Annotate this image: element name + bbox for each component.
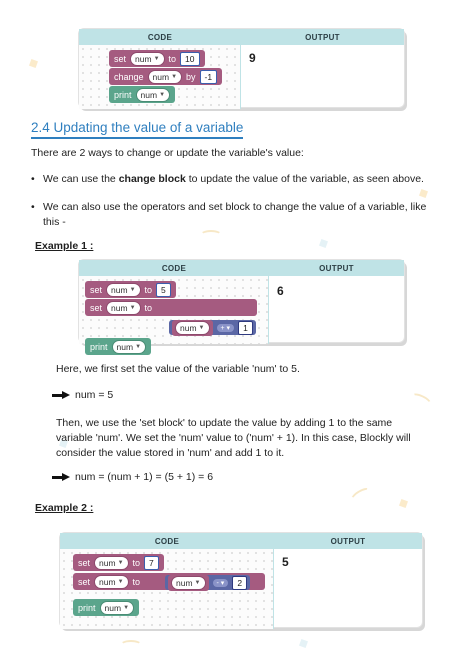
decoration — [299, 639, 308, 648]
code-header: CODE — [147, 32, 173, 42]
change-label: change — [114, 71, 144, 82]
chevron-down-icon: ▼ — [123, 604, 130, 611]
bullet-item: • We can also use the operators and set block to change the value of a variable, like this - — [31, 201, 427, 228]
number-input[interactable]: 10 — [180, 52, 199, 66]
bullet-item: • We can use the change block to update the value of the variable, as seen above. — [31, 173, 424, 185]
decoration — [419, 189, 428, 198]
number-input[interactable]: -1 — [200, 70, 218, 84]
number-input[interactable]: 5 — [156, 283, 171, 297]
arithmetic-block[interactable] — [169, 320, 256, 335]
chevron-down-icon: ▼ — [159, 91, 166, 98]
variable-dropdown[interactable]: num ▼ — [94, 575, 129, 589]
intro-text: There are 2 ways to change or update the variable's value: — [31, 147, 304, 159]
example1-result-2: num = (num + 1) = (5 + 1) = 6 — [52, 470, 213, 485]
set-block[interactable]: set num ▼ to 5 — [85, 281, 176, 298]
set-label: set — [114, 53, 127, 64]
set-block[interactable]: set num ▼ to 7 — [73, 554, 164, 571]
example1-explanation-2: Then, we use the 'set block' to update the value by adding 1 to the same variable 'num'. We set the 'num' value to ('num' + 1). In this case, Blockly will consider the value stored in 'num' and add 1 to it. — [56, 417, 411, 459]
arrow-right-icon — [52, 473, 70, 482]
output-header: OUTPUT — [330, 536, 366, 546]
operator-dropdown[interactable]: + ▾ — [217, 324, 235, 332]
output-header: OUTPUT — [305, 32, 340, 42]
example2-title: Example 2 : — [35, 502, 94, 514]
number-input[interactable]: 7 — [144, 556, 159, 570]
chevron-down-icon: ▼ — [117, 559, 124, 566]
decoration — [200, 230, 222, 240]
set-block[interactable] — [109, 50, 205, 67]
arrow-right-icon — [52, 391, 70, 400]
variable-dropdown[interactable]: num ▼ — [175, 321, 210, 335]
output-area: 9 — [249, 51, 256, 65]
decoration — [349, 485, 373, 505]
variable-dropdown[interactable]: num ▼ — [112, 340, 147, 354]
code-header: CODE — [154, 536, 180, 546]
table-header — [79, 260, 404, 276]
decoration — [120, 640, 142, 650]
to-label: to — [168, 53, 177, 64]
decoration — [409, 391, 433, 409]
print-block[interactable]: print num ▼ — [73, 599, 139, 616]
chevron-down-icon: ▼ — [135, 343, 142, 350]
output-area: 5 — [282, 555, 289, 569]
set-block[interactable]: set num ▼ to — [85, 299, 257, 316]
chevron-down-icon: ▼ — [129, 304, 136, 311]
decoration — [29, 59, 38, 68]
number-input[interactable]: 2 — [232, 576, 247, 590]
example1-title: Example 1 : — [35, 240, 94, 252]
change-block[interactable] — [109, 68, 222, 85]
variable-dropdown[interactable]: num ▼ — [148, 70, 183, 84]
variable-dropdown[interactable]: num ▼ — [100, 601, 135, 615]
chevron-down-icon: ▼ — [117, 578, 124, 585]
table-header — [60, 533, 422, 549]
variable-dropdown[interactable]: num ▼ — [171, 576, 206, 590]
example1-explanation: Here, we first set the value of the variable 'num' to 5. — [56, 363, 300, 375]
operator-dropdown[interactable]: - ▾ — [213, 579, 229, 587]
code-area — [60, 549, 274, 629]
chevron-down-icon: ▼ — [171, 73, 178, 80]
example1-result: num = 5 — [52, 388, 113, 403]
top-code-output-table — [78, 28, 405, 108]
decoration — [399, 499, 408, 508]
code-area — [79, 45, 241, 109]
print-label: print — [114, 89, 132, 100]
output-header: OUTPUT — [319, 263, 354, 273]
decoration — [319, 239, 328, 248]
chevron-down-icon: ▼ — [153, 55, 160, 62]
example2-code-output-table — [59, 532, 423, 628]
variable-dropdown[interactable]: num ▼ — [136, 88, 171, 102]
table-header — [79, 29, 404, 45]
variable-dropdown[interactable]: num ▼ — [106, 301, 141, 315]
chevron-down-icon: ▼ — [194, 579, 201, 586]
number-input[interactable]: 1 — [238, 321, 253, 335]
output-area: 6 — [277, 284, 284, 298]
code-header: CODE — [161, 263, 187, 273]
arithmetic-block[interactable] — [165, 575, 250, 590]
variable-dropdown[interactable]: num ▼ — [130, 52, 165, 66]
code-area — [79, 276, 269, 352]
example1-code-output-table — [78, 259, 405, 352]
print-block[interactable] — [109, 86, 175, 103]
variable-dropdown[interactable]: num ▼ — [94, 556, 129, 570]
variable-dropdown[interactable]: num ▼ — [106, 283, 141, 297]
section-title: 2.4 Updating the value of a variable — [31, 120, 243, 139]
by-label: by — [186, 71, 196, 82]
chevron-down-icon: ▼ — [129, 286, 136, 293]
print-block[interactable]: print num ▼ — [85, 338, 151, 355]
set-block[interactable]: set num ▼ to — [73, 573, 265, 590]
chevron-down-icon: ▼ — [198, 324, 205, 331]
